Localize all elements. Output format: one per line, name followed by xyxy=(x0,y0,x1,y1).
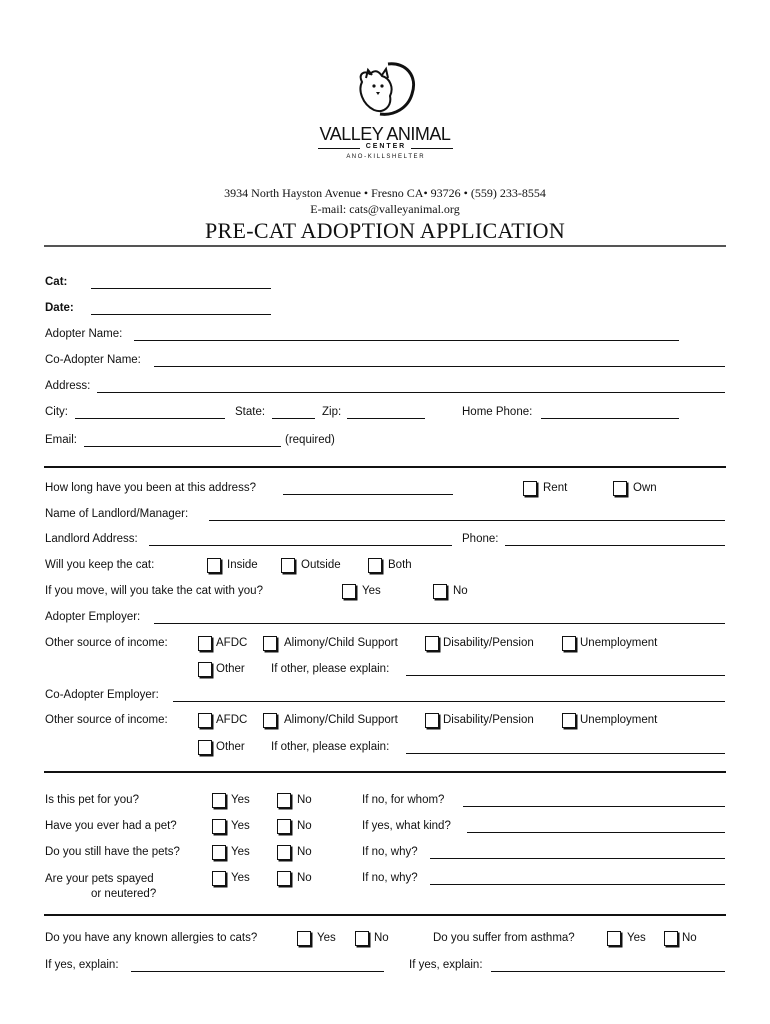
logo-tagline: A N O - K I L L S H E L T E R xyxy=(346,154,424,160)
logo-name: VALLEY ANIMAL xyxy=(319,124,451,144)
adopter-explain-label: If other, please explain: xyxy=(271,663,390,675)
landlord-phone-field[interactable] xyxy=(505,545,725,546)
spayed-why-field[interactable] xyxy=(430,884,725,885)
email-label: Email: xyxy=(45,434,77,446)
allergies-yes-checkbox[interactable] xyxy=(297,931,311,946)
move-no-checkbox[interactable] xyxy=(433,584,447,599)
allergies-no-checkbox[interactable] xyxy=(355,931,369,946)
coadopter-name-field[interactable] xyxy=(154,366,725,367)
adopter-unemployment-checkbox[interactable] xyxy=(562,636,576,651)
had-pet-yes-label: Yes xyxy=(231,820,250,832)
coadopter-unemployment-label: Unemployment xyxy=(580,714,658,726)
adopter-afdc-label: AFDC xyxy=(216,637,248,649)
spayed-why-label: If no, why? xyxy=(362,872,418,884)
asthma-label: Do you suffer from asthma? xyxy=(433,932,575,944)
adopter-afdc-checkbox[interactable] xyxy=(198,636,212,651)
adopter-alimony-checkbox[interactable] xyxy=(263,636,277,651)
had-pet-label: Have you ever had a pet? xyxy=(45,820,177,832)
pet-for-you-no-checkbox[interactable] xyxy=(277,793,291,808)
date-label: Date: xyxy=(45,302,74,314)
city-label: City: xyxy=(45,406,68,418)
allergies-explain-field[interactable] xyxy=(131,971,384,972)
move-no-label: No xyxy=(453,585,468,597)
still-have-yes-checkbox[interactable] xyxy=(212,845,226,860)
coadopter-afdc-label: AFDC xyxy=(216,714,248,726)
adopter-other-checkbox[interactable] xyxy=(198,662,212,677)
adopter-unemployment-label: Unemployment xyxy=(580,637,658,649)
coadopter-other-checkbox[interactable] xyxy=(198,740,212,755)
both-label: Both xyxy=(388,559,412,571)
adopter-explain-field[interactable] xyxy=(406,675,725,676)
email-field[interactable] xyxy=(84,446,281,447)
landlord-name-label: Name of Landlord/Manager: xyxy=(45,508,189,520)
page-title: PRE-CAT ADOPTION APPLICATION xyxy=(204,218,566,243)
home-phone-label: Home Phone: xyxy=(462,406,533,418)
what-kind-field[interactable] xyxy=(467,832,725,833)
for-whom-label: If no, for whom? xyxy=(362,794,445,806)
coadopter-disability-checkbox[interactable] xyxy=(425,713,439,728)
pet-for-you-label: Is this pet for you? xyxy=(45,794,139,806)
had-pet-no-checkbox[interactable] xyxy=(277,819,291,834)
contact-address: 3934 North Hayston Avenue • Fresno CA• 93726 • (559) 233-8554 xyxy=(224,186,546,200)
city-field[interactable] xyxy=(75,418,225,419)
coadopter-unemployment-checkbox[interactable] xyxy=(562,713,576,728)
coadopter-explain-field[interactable] xyxy=(406,753,725,754)
how-long-field[interactable] xyxy=(283,494,453,495)
asthma-explain-field[interactable] xyxy=(491,971,725,972)
allergies-label: Do you have any known allergies to cats? xyxy=(45,932,258,944)
email-required-note: (required) xyxy=(285,434,335,446)
own-checkbox[interactable] xyxy=(613,481,627,496)
allergies-explain-label: If yes, explain: xyxy=(45,959,119,971)
title-divider xyxy=(44,245,726,247)
how-long-label: How long have you been at this address? xyxy=(45,482,256,494)
coadopter-name-label: Co-Adopter Name: xyxy=(45,354,141,366)
move-label: If you move, will you take the cat with you? xyxy=(45,585,263,597)
coadopter-disability-label: Disability/Pension xyxy=(443,714,534,726)
section2-divider xyxy=(44,771,726,773)
valley-animal-logo xyxy=(340,60,430,126)
adopter-disability-checkbox[interactable] xyxy=(425,636,439,651)
landlord-name-field[interactable] xyxy=(209,520,725,521)
rent-label: Rent xyxy=(543,482,568,494)
zip-field[interactable] xyxy=(347,418,425,419)
spayed-no-checkbox[interactable] xyxy=(277,871,291,886)
both-checkbox[interactable] xyxy=(368,558,382,573)
address-label: Address: xyxy=(45,380,91,392)
coadopter-employer-field[interactable] xyxy=(173,701,725,702)
outside-checkbox[interactable] xyxy=(281,558,295,573)
move-yes-checkbox[interactable] xyxy=(342,584,356,599)
allergies-no-label: No xyxy=(374,932,389,944)
coadopter-employer-label: Co-Adopter Employer: xyxy=(45,689,159,701)
landlord-address-field[interactable] xyxy=(149,545,452,546)
adopter-name-field[interactable] xyxy=(134,340,679,341)
section1-divider xyxy=(44,466,726,468)
spayed-yes-checkbox[interactable] xyxy=(212,871,226,886)
asthma-no-label: No xyxy=(682,932,697,944)
asthma-yes-checkbox[interactable] xyxy=(607,931,621,946)
still-have-no-label: No xyxy=(297,846,312,858)
spayed-label-line1: Are your pets spayed xyxy=(45,873,154,885)
coadopter-alimony-checkbox[interactable] xyxy=(263,713,277,728)
outside-label: Outside xyxy=(301,559,341,571)
spayed-label-line2: or neutered? xyxy=(91,888,157,900)
asthma-explain-label: If yes, explain: xyxy=(409,959,483,971)
keep-cat-label: Will you keep the cat: xyxy=(45,559,155,571)
adopter-employer-label: Adopter Employer: xyxy=(45,611,141,623)
adopter-name-label: Adopter Name: xyxy=(45,328,123,340)
allergies-yes-label: Yes xyxy=(317,932,336,944)
date-field[interactable] xyxy=(91,314,271,315)
adopter-income-label: Other source of income: xyxy=(45,637,168,649)
pet-for-you-yes-checkbox[interactable] xyxy=(212,793,226,808)
landlord-phone-label: Phone: xyxy=(462,533,499,545)
state-label: State: xyxy=(235,406,266,418)
still-have-label: Do you still have the pets? xyxy=(45,846,180,858)
contact-email: E-mail: cats@valleyanimal.org xyxy=(310,202,460,216)
rent-checkbox[interactable] xyxy=(523,481,537,496)
own-label: Own xyxy=(633,482,657,494)
coadopter-afdc-checkbox[interactable] xyxy=(198,713,212,728)
landlord-address-label: Landlord Address: xyxy=(45,533,138,545)
still-have-why-field[interactable] xyxy=(430,858,725,859)
zip-label: Zip: xyxy=(322,406,342,418)
what-kind-label: If yes, what kind? xyxy=(362,820,451,832)
coadopter-income-label: Other source of income: xyxy=(45,714,168,726)
move-yes-label: Yes xyxy=(362,585,381,597)
coadopter-explain-label: If other, please explain: xyxy=(271,741,390,753)
pet-for-you-yes-label: Yes xyxy=(231,794,250,806)
for-whom-field[interactable] xyxy=(463,806,725,807)
state-field[interactable] xyxy=(272,418,315,419)
cat-field[interactable] xyxy=(91,288,271,289)
inside-checkbox[interactable] xyxy=(207,558,221,573)
had-pet-yes-checkbox[interactable] xyxy=(212,819,226,834)
adopter-other-label: Other xyxy=(216,663,245,675)
address-field[interactable] xyxy=(97,392,725,393)
adopter-disability-label: Disability/Pension xyxy=(443,637,534,649)
asthma-yes-label: Yes xyxy=(627,932,646,944)
pet-for-you-no-label: No xyxy=(297,794,312,806)
coadopter-alimony-label: Alimony/Child Support xyxy=(284,714,398,726)
still-have-yes-label: Yes xyxy=(231,846,250,858)
spayed-yes-label: Yes xyxy=(231,872,250,884)
still-have-why-label: If no, why? xyxy=(362,846,418,858)
had-pet-no-label: No xyxy=(297,820,312,832)
asthma-no-checkbox[interactable] xyxy=(664,931,678,946)
cat-label: Cat: xyxy=(45,276,68,288)
inside-label: Inside xyxy=(227,559,258,571)
logo-center: C E N T E R xyxy=(365,143,405,150)
coadopter-other-label: Other xyxy=(216,741,245,753)
adopter-employer-field[interactable] xyxy=(154,623,725,624)
spayed-no-label: No xyxy=(297,872,312,884)
adopter-alimony-label: Alimony/Child Support xyxy=(284,637,398,649)
home-phone-field[interactable] xyxy=(541,418,679,419)
still-have-no-checkbox[interactable] xyxy=(277,845,291,860)
section3-divider xyxy=(44,914,726,916)
